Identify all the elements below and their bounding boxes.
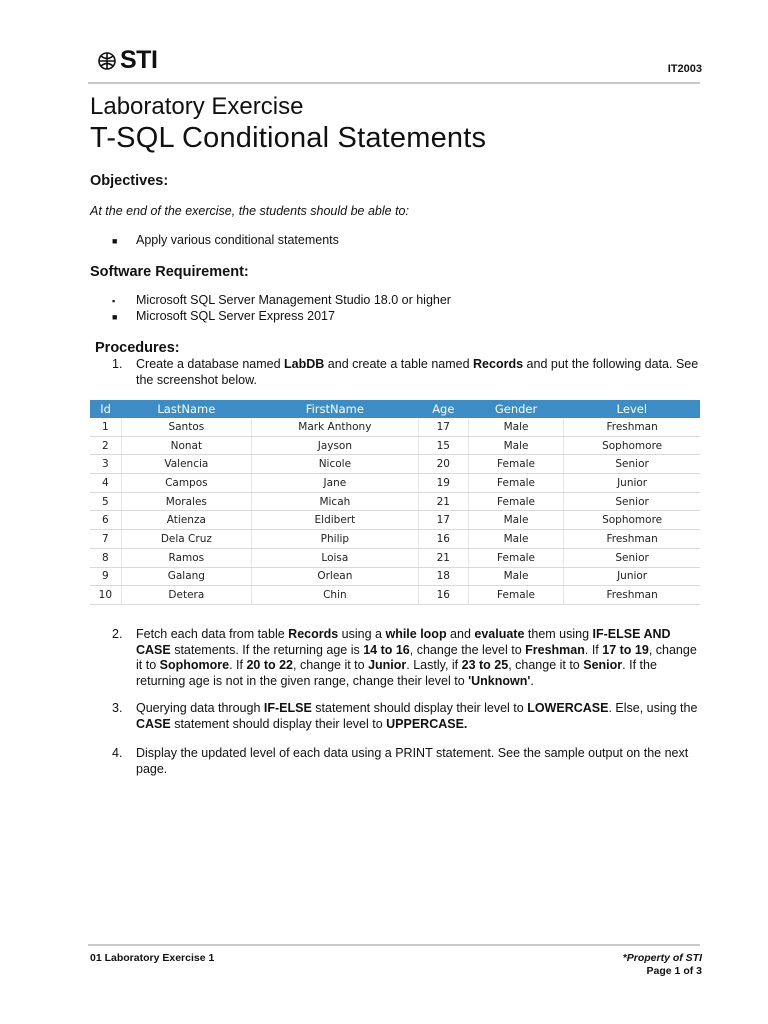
table-cell: 4 xyxy=(90,474,121,493)
table-cell: Female xyxy=(468,455,563,474)
table-cell: Freshman xyxy=(564,418,700,436)
bullet-icon: ▪ xyxy=(112,296,116,306)
column-header: Gender xyxy=(468,400,563,418)
software-heading: Software Requirement: xyxy=(90,264,249,280)
table-cell: Jane xyxy=(251,474,418,493)
table-cell: Sophomore xyxy=(564,436,700,455)
table-cell: Ramos xyxy=(121,548,251,567)
table-cell: 16 xyxy=(418,530,468,549)
table-cell: 10 xyxy=(90,586,121,605)
header-divider xyxy=(88,82,700,84)
table-row xyxy=(90,492,700,511)
logo-text: STI xyxy=(120,46,158,74)
procedure-step-4: 4. Display the updated level of each data using a PRINT statement. See the sample output on the next page. xyxy=(112,746,689,776)
table-row xyxy=(90,455,700,474)
column-header: FirstName xyxy=(251,400,418,418)
table-cell: Male xyxy=(468,436,563,455)
table-cell: Junior xyxy=(564,567,700,586)
sti-logo xyxy=(96,48,157,73)
table-cell: Philip xyxy=(251,530,418,549)
table-cell: 9 xyxy=(90,567,121,586)
sti-globe-icon xyxy=(96,50,118,72)
procedure-step-2: 2. Fetch each data from table Records using a while loop and evaluate them using IF-ELSE AND CASE statements. If the returning age is 14 to 16, change the level to Freshman. If 17 to 19, change it to Sophomore. If 20 to 22, change it to Junior. Lastly, if 23 to 25, change it to Senior. If the returning age is not in the given range, change their level to 'Unknown'. xyxy=(112,627,697,688)
footer-page-number: Page 1 of 3 xyxy=(646,965,702,977)
table-row xyxy=(90,418,700,436)
table-cell: Male xyxy=(468,511,563,530)
table-cell: Campos xyxy=(121,474,251,493)
records-table xyxy=(90,400,700,605)
course-code: IT2003 xyxy=(667,63,702,75)
table-cell: 21 xyxy=(418,492,468,511)
table-cell: Female xyxy=(468,492,563,511)
table-cell: 17 xyxy=(418,511,468,530)
table-cell: Jayson xyxy=(251,436,418,455)
table-cell: Mark Anthony xyxy=(251,418,418,436)
table-cell: Orlean xyxy=(251,567,418,586)
table-cell: Male xyxy=(468,567,563,586)
table-row xyxy=(90,567,700,586)
footer-title: 01 Laboratory Exercise 1 xyxy=(90,952,215,964)
table-cell: Nicole xyxy=(251,455,418,474)
table-row xyxy=(90,436,700,455)
table-cell: 20 xyxy=(418,455,468,474)
table-cell: Santos xyxy=(121,418,251,436)
table-cell: Male xyxy=(468,418,563,436)
table-cell: 8 xyxy=(90,548,121,567)
table-cell: 2 xyxy=(90,436,121,455)
objectives-heading: Objectives: xyxy=(90,173,169,189)
table-cell: 18 xyxy=(418,567,468,586)
table-cell: Female xyxy=(468,548,563,567)
column-header: Age xyxy=(418,400,468,418)
table-cell: Chin xyxy=(251,586,418,605)
table-cell: Nonat xyxy=(121,436,251,455)
table-cell: 16 xyxy=(418,586,468,605)
table-cell: Male xyxy=(468,530,563,549)
table-cell: Dela Cruz xyxy=(121,530,251,549)
table-header-row xyxy=(90,400,700,418)
table-cell: Senior xyxy=(564,548,700,567)
table-cell: Detera xyxy=(121,586,251,605)
table-cell: Eldibert xyxy=(251,511,418,530)
table-row xyxy=(90,511,700,530)
procedures-heading: Procedures: xyxy=(95,340,180,356)
objectives-intro: At the end of the exercise, the students should be able to: xyxy=(90,204,409,218)
page-title: T-SQL Conditional Statements xyxy=(90,122,487,154)
table-cell: 1 xyxy=(90,418,121,436)
software-item: ▪ Microsoft SQL Server Management Studio 18.0 or higher xyxy=(112,293,451,307)
footer-divider xyxy=(88,944,700,946)
page-subtitle: Laboratory Exercise xyxy=(90,93,304,120)
table-cell: Morales xyxy=(121,492,251,511)
table-cell: Freshman xyxy=(564,530,700,549)
table-cell: 5 xyxy=(90,492,121,511)
table-row xyxy=(90,530,700,549)
table-row xyxy=(90,586,700,605)
table-cell: 19 xyxy=(418,474,468,493)
bullet-icon: ■ xyxy=(112,312,118,322)
table-cell: 3 xyxy=(90,455,121,474)
footer-meta xyxy=(623,952,702,978)
table-cell: Valencia xyxy=(121,455,251,474)
table-cell: Senior xyxy=(564,492,700,511)
procedure-step-3: 3. Querying data through IF-ELSE statement should display their level to LOWERCASE. Else, using the CASE statement should display their level to UPPERCASE. xyxy=(112,701,698,731)
table-cell: Female xyxy=(468,474,563,493)
bullet-icon: ■ xyxy=(112,236,118,246)
table-row xyxy=(90,548,700,567)
table-cell: Micah xyxy=(251,492,418,511)
column-header: Id xyxy=(90,400,121,418)
table-cell: 17 xyxy=(418,418,468,436)
table-cell: Female xyxy=(468,586,563,605)
software-item: ■ Microsoft SQL Server Express 2017 xyxy=(112,309,335,323)
table-cell: 21 xyxy=(418,548,468,567)
table-cell: Sophomore xyxy=(564,511,700,530)
column-header: Level xyxy=(564,400,700,418)
table-cell: Senior xyxy=(564,455,700,474)
table-cell: 7 xyxy=(90,530,121,549)
table-cell: 15 xyxy=(418,436,468,455)
table-cell: Junior xyxy=(564,474,700,493)
objective-item: ■ Apply various conditional statements xyxy=(112,233,339,247)
table-cell: Loisa xyxy=(251,548,418,567)
procedure-step-1: 1. Create a database named LabDB and create a table named Records and put the following data. See the screenshot below. xyxy=(112,357,699,387)
table-row xyxy=(90,474,700,493)
footer-property: *Property of STI xyxy=(622,952,702,964)
table-cell: Galang xyxy=(121,567,251,586)
table-cell: 6 xyxy=(90,511,121,530)
column-header: LastName xyxy=(121,400,251,418)
table-cell: Freshman xyxy=(564,586,700,605)
table-cell: Atienza xyxy=(121,511,251,530)
